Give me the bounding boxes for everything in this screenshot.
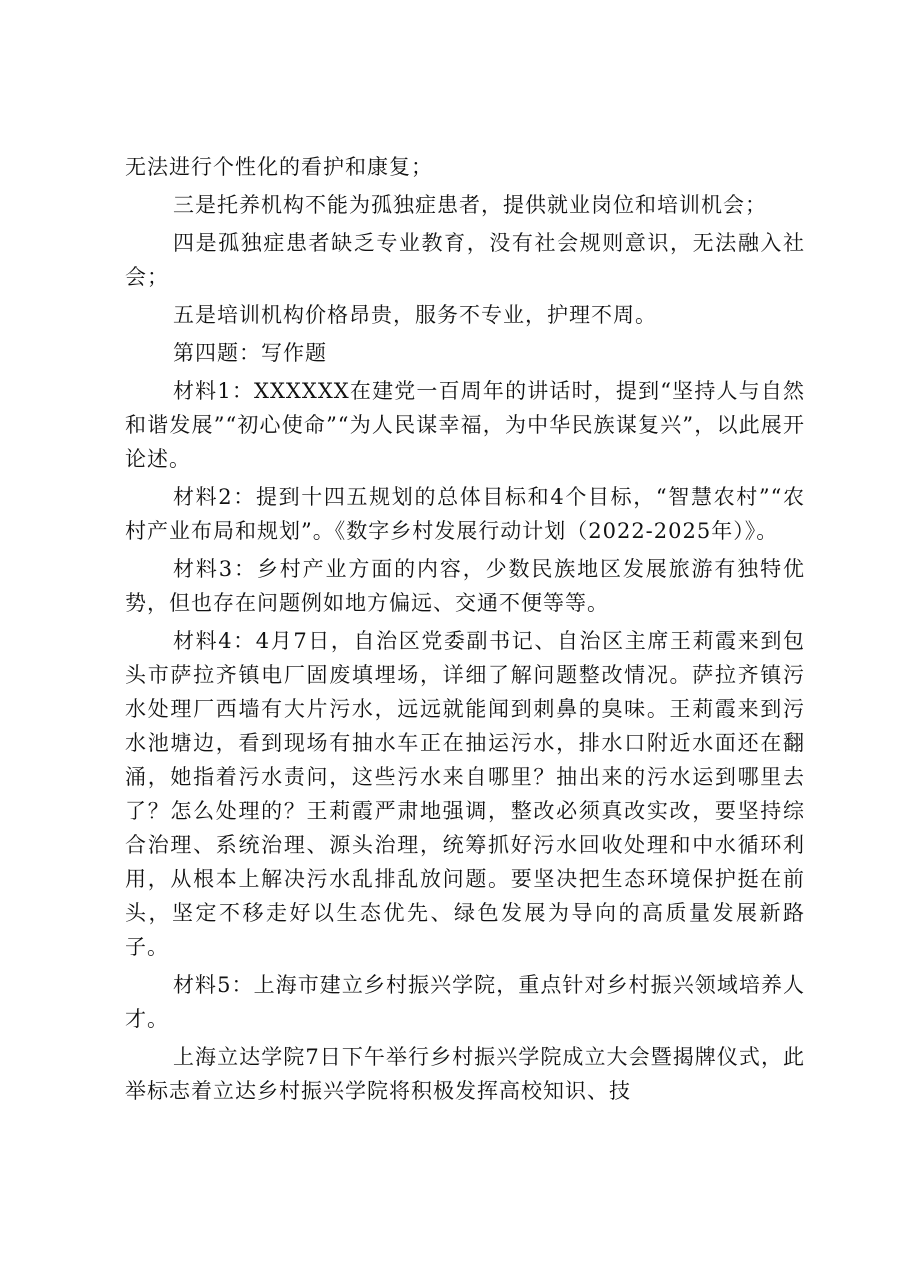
paragraph: 材料2：提到十四五规划的总体目标和4个目标，“智慧农村”“农村产业布局和规划”。《数字乡村发展行动计划（2022-2025年）》。 bbox=[125, 485, 805, 543]
paragraph: 上海立达学院7日下午举行乡村振兴学院成立大会暨揭牌仪式，此举标志着立达乡村振兴学院将积极发挥高校知识、技 bbox=[125, 1045, 805, 1103]
paragraph: 无法进行个性化的看护和康复； bbox=[125, 155, 433, 179]
paragraph: 材料5：上海市建立乡村振兴学院，重点针对乡村振兴领域培养人才。 bbox=[125, 973, 805, 1031]
paragraph: 材料3：乡村产业方面的内容，少数民族地区发展旅游有独特优势，但也存在问题例如地方偏远、交通不便等等。 bbox=[125, 557, 805, 615]
document-body bbox=[125, 150, 805, 1112]
paragraph: 材料4：4月7日，自治区党委副书记、自治区主席王莉霞来到包头市萨拉齐镇电厂固废填埋场，详细了解问题整改情况。萨拉齐镇污水处理厂西墙有大片污水，远远就能闻到刺鼻的臭味。王莉霞来到污水池塘边，看到现场有抽水车正在抽运污水，排水口附近水面还在翻涌，她指着污水责问，这些污水来自哪里？抽出来的污水运到哪里去了？怎么处理的？王莉霞严肃地强调，整改必须真改实改，要坚持综合治理、系统治理、源头治理，统筹抓好污水回收处理和中水循环利用，从根本上解决污水乱排乱放问题。要坚决把生态环境保护挺在前头，坚定不移走好以生态优先、绿色发展为导向的高质量发展新路子。 bbox=[125, 629, 805, 959]
section-heading: 第四题：写作题 bbox=[173, 341, 327, 365]
paragraph: 五是培训机构价格昂贵，服务不专业，护理不周。 bbox=[173, 303, 657, 327]
paragraph: 材料1：XXXXXX在建党一百周年的讲话时，提到“坚持人与自然和谐发展”“初心使命”“为人民谋幸福，为中华民族谋复兴”，以此展开论述。 bbox=[125, 379, 805, 471]
paragraph: 三是托养机构不能为孤独症患者，提供就业岗位和培训机会； bbox=[173, 193, 767, 217]
paragraph: 四是孤独症患者缺乏专业教育，没有社会规则意识，无法融入社会； bbox=[125, 231, 805, 289]
